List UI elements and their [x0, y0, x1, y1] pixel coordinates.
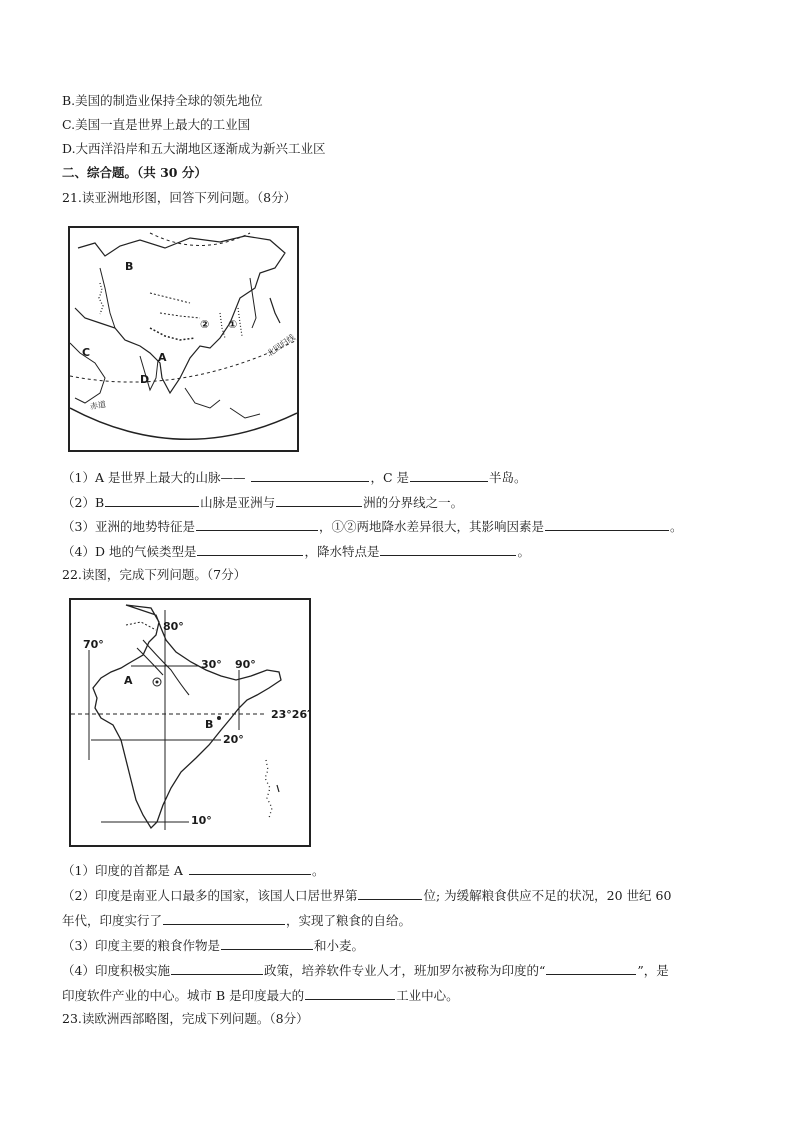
asia-label-1: ①: [228, 318, 238, 331]
option-d: D.大西洋沿岸和五大湖地区逐渐成为新兴工业区: [62, 141, 326, 156]
india-label-10: 10°: [191, 814, 212, 827]
india-label-70: 70°: [83, 638, 104, 651]
asia-label-2: ②: [200, 318, 210, 331]
asia-label-d: D: [140, 373, 150, 386]
q21-s3: （3）亚洲的地势特征是 ，①②两地降水差异很大，其影响因素是 。: [62, 519, 683, 534]
q21-s4: （4）D 地的气候类型是 ，降水特点是 。: [62, 544, 530, 559]
q21-blank-8[interactable]: [380, 542, 516, 556]
q21-title: 21.读亚洲地形图，回答下列问题。（8分）: [62, 190, 297, 205]
q21-s1: （1）A 是世界上最大的山脉—— ，C 是 半岛。: [62, 470, 527, 485]
q21-blank-5[interactable]: [196, 517, 318, 531]
q22-s3: （3）印度主要的粮食作物是 和小麦。: [62, 938, 364, 953]
section-title: 二、综合题。（共 30 分）: [62, 165, 207, 180]
q22-s2-cont: 年代，印度实行了 ，实现了粮食的自给。: [62, 913, 412, 928]
q21-s2: （2）B 山脉是亚洲与 洲的分界线之一。: [62, 495, 464, 510]
asia-map-drawing: [70, 228, 297, 450]
q21-blank-1[interactable]: [251, 468, 369, 482]
q22-s1: （1）印度的首都是 A 。: [62, 863, 325, 878]
asia-label-a: A: [158, 351, 167, 364]
asia-label-b: B: [125, 260, 134, 273]
india-label-a: A: [124, 674, 133, 687]
q23-title: 23.读欧洲西部略图，完成下列问题。（8分）: [62, 1011, 309, 1026]
asia-label-equator: 赤道: [89, 399, 107, 412]
india-label-2326: 23°26′: [271, 708, 311, 721]
q22-title: 22.读图，完成下列问题。（7分）: [62, 567, 247, 582]
option-c: C.美国一直是世界上最大的工业国: [62, 117, 251, 132]
asia-label-c: C: [82, 346, 91, 359]
q21-blank-2[interactable]: [410, 468, 488, 482]
india-label-b: B: [205, 718, 214, 731]
india-label-90: 90°: [235, 658, 256, 671]
q22-blank-7[interactable]: [305, 986, 395, 1000]
q22-blank-4[interactable]: [221, 936, 313, 950]
asia-label-tropic: 北回归线: [265, 332, 297, 359]
asia-terrain-map: [68, 226, 299, 452]
india-map: [69, 598, 311, 847]
q21-blank-4[interactable]: [276, 493, 362, 507]
india-label-30: 30°: [201, 658, 222, 671]
q21-blank-3[interactable]: [105, 493, 199, 507]
q22-s4: （4）印度积极实施 政策，培养软件专业人才，班加罗尔被称为印度的“ ”，是: [62, 963, 669, 978]
q22-blank-3[interactable]: [163, 911, 285, 925]
q22-blank-1[interactable]: [189, 861, 311, 875]
q21-blank-7[interactable]: [197, 542, 303, 556]
q22-blank-5[interactable]: [171, 961, 263, 975]
q22-s2: （2）印度是南亚人口最多的国家，该国人口居世界第 位; 为缓解粮食供应不足的状况，20 世纪 60: [62, 888, 672, 903]
option-b: B.美国的制造业保持全球的领先地位: [62, 93, 263, 108]
india-label-20: 20°: [223, 733, 244, 746]
q21-blank-6[interactable]: [545, 517, 669, 531]
india-label-80: 80°: [163, 620, 184, 633]
q22-blank-2[interactable]: [358, 886, 422, 900]
q22-blank-6[interactable]: [546, 961, 636, 975]
india-map-drawing: [71, 600, 309, 845]
q22-s4-cont: 印度软件产业的中心。城市 B 是印度最大的 工业中心。: [62, 988, 459, 1003]
